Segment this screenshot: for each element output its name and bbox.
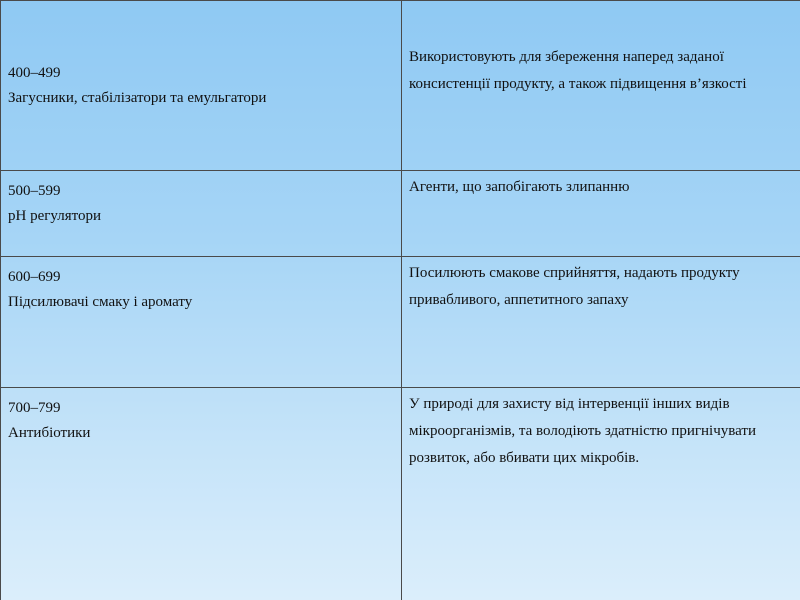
description-cell [402, 1, 800, 171]
category-name: pH регулятори [8, 208, 102, 224]
description-text: Посилюють смакове сприйняття, надають продукту привабливого, аппетитного запаху [409, 265, 740, 308]
description-cell [402, 171, 800, 257]
category-cell [1, 1, 402, 171]
description-text: У природі для захисту від інтервенції інших видів мікроорганізмів, та володіють здатністю пригнічувати розвиток, або вбивати цих мікробів. [409, 396, 756, 466]
code-range: 400–499 [8, 65, 61, 81]
table-row [1, 257, 800, 388]
category-cell [1, 257, 402, 388]
description-text: Агенти, що запобігають злипанню [409, 179, 630, 195]
code-range: 500–599 [8, 183, 61, 199]
description-cell [402, 257, 800, 388]
code-range: 700–799 [8, 400, 61, 416]
category-name: Загусники, стабілізатори та емульгатори [8, 90, 267, 106]
table-row [1, 388, 800, 600]
description-text: Використовують для збереження наперед заданої консистенції продукту, а також підвищення в’язкості [409, 49, 747, 92]
category-cell [1, 388, 402, 600]
code-range: 600–699 [8, 269, 61, 285]
table-row [1, 171, 800, 257]
category-name: Підсилювачі смаку і аромату [8, 294, 193, 310]
category-name: Антибіотики [8, 425, 91, 441]
category-cell [1, 171, 402, 257]
table-row [1, 1, 800, 171]
description-cell [402, 388, 800, 600]
